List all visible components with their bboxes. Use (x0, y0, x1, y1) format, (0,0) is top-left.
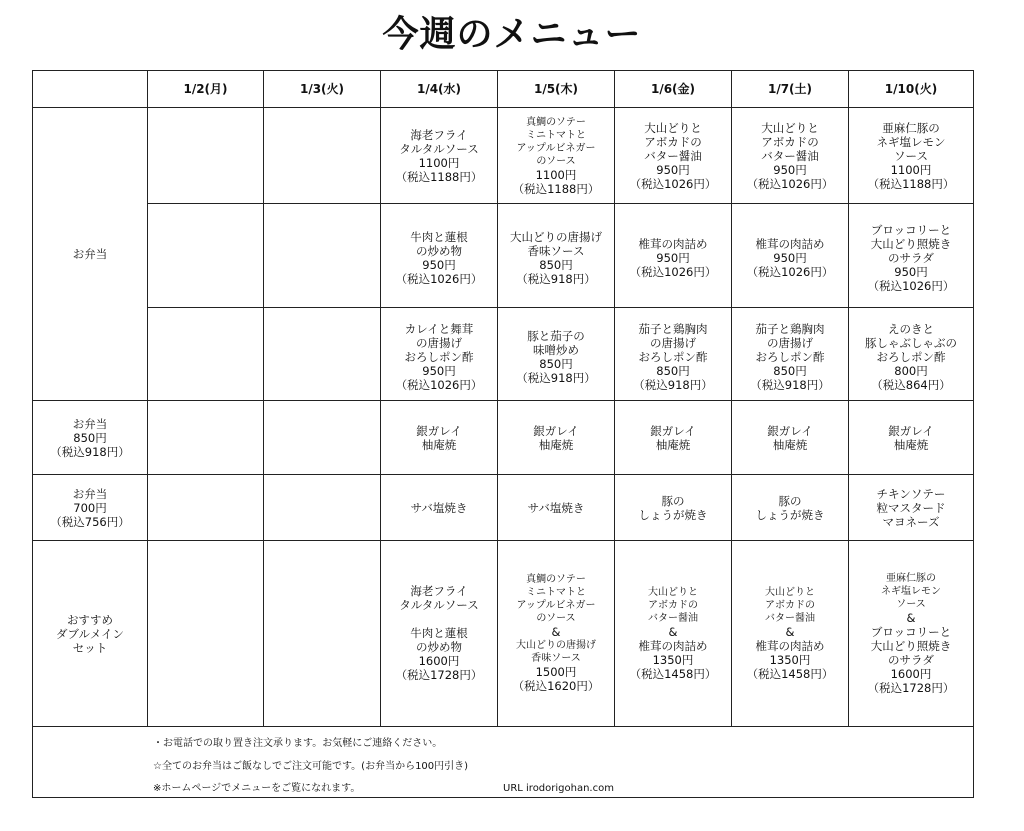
row-label-bento: お弁当 (33, 108, 148, 401)
row-label-line: セット (72, 640, 108, 655)
menu-cell-content (617, 583, 729, 685)
price-block (396, 156, 483, 184)
note-url: URL irodorigohan.com (503, 783, 614, 794)
empty-cell (148, 401, 264, 475)
menu-cell (615, 108, 732, 204)
dish-line: 大山どりと (765, 586, 815, 598)
dish-line: 椎茸の肉詰め (638, 638, 708, 653)
row-label-tax: （税込918円） (50, 444, 130, 459)
menu-cell-content (617, 118, 729, 194)
dish-line: の炒め物 (416, 640, 462, 654)
price: 1100円 (418, 155, 460, 170)
header-day: 1/2(月) (148, 71, 264, 108)
menu-cell (732, 401, 849, 475)
price-tax: （税込864円） (871, 377, 951, 392)
dish-line: おろしポン酢 (638, 349, 708, 364)
dish-line: 柚庵焼 (893, 437, 929, 452)
dish-line: バター醤油 (765, 612, 815, 624)
dish-line: 豚しゃぶしゃぶの (865, 335, 957, 350)
dish-name (865, 322, 957, 364)
menu-cell-content (500, 570, 612, 697)
price: 800円 (894, 363, 928, 378)
menu-cell (615, 204, 732, 308)
price-block (747, 163, 834, 191)
price: 950円 (422, 363, 456, 378)
menu-cell (381, 541, 498, 727)
empty-cell (148, 475, 264, 541)
price-block (747, 653, 834, 681)
price-tax: （税込918円） (516, 370, 596, 385)
dish-line: おろしポン酢 (876, 349, 946, 364)
dish-line: 海老フライ (410, 584, 468, 598)
price-block (747, 251, 834, 279)
menu-cell (615, 308, 732, 401)
dish-line: アボカドの (648, 599, 698, 611)
menu-cell-content (617, 314, 729, 395)
dish-name-top (399, 584, 478, 612)
header-day: 1/4(水) (381, 71, 498, 108)
dish-line: のサラダ (888, 652, 934, 667)
dish-line: 銀ガレイ (650, 423, 696, 438)
notes-row (33, 727, 974, 798)
dish-line: のソース (536, 613, 576, 624)
dish-name-top (881, 572, 941, 611)
menu-cell (732, 308, 849, 401)
menu-cell (615, 401, 732, 475)
price-block (750, 364, 829, 392)
menu-cell (732, 204, 849, 308)
dish-line: 柚庵焼 (538, 437, 574, 452)
ampersand: & (668, 624, 678, 639)
row-label-line: おすすめ (66, 612, 114, 627)
dish-line: 亜麻仁豚の (882, 120, 940, 135)
dish-line: 豚の (661, 493, 685, 508)
dish-line: 香味ソース (531, 653, 581, 664)
price-tax: （税込1026円） (395, 272, 483, 286)
dish-line: 茄子と鶏胸肉 (638, 321, 708, 336)
menu-cell-content (734, 118, 846, 194)
price-tax: （税込1458円） (629, 666, 717, 681)
menu-cell (498, 308, 615, 401)
header-day: 1/5(木) (498, 71, 615, 108)
header-day: 1/6(金) (615, 71, 732, 108)
dish-line: 柚庵焼 (421, 437, 457, 452)
dish-line: 牛肉と蓮根 (410, 626, 468, 640)
ampersand: & (551, 625, 561, 639)
note-rice: ☆全てのお弁当はご飯なしでご注文可能です。(お弁当から100円引き) (153, 761, 469, 772)
dish-line: しょうが焼き (755, 507, 825, 522)
price-block (630, 251, 717, 279)
menu-cell-content (500, 222, 612, 289)
price: 850円 (773, 363, 807, 378)
dish-line: 柚庵焼 (772, 437, 808, 452)
dish-line: ネギ塩レモン (881, 585, 941, 597)
price-block (516, 357, 595, 385)
dish-line: マヨネーズ (882, 514, 940, 529)
double-main-row (33, 541, 974, 727)
price: 950円 (656, 251, 690, 265)
dish-line: 亜麻仁豚の (886, 572, 936, 584)
empty-cell (264, 401, 381, 475)
dish-line: 銀ガレイ (767, 423, 813, 438)
header-day: 1/10(火) (849, 71, 974, 108)
dish-line: おろしポン酢 (755, 349, 825, 364)
empty-cell (148, 108, 264, 204)
dish-line: ソース (896, 598, 926, 610)
price: 950円 (773, 251, 807, 265)
dish-line: カレイと舞茸 (404, 321, 474, 336)
price: 850円 (656, 363, 690, 378)
dish-name (871, 223, 952, 265)
price: 950円 (656, 162, 690, 177)
dish-name (405, 322, 474, 364)
dish-line: 牛肉と蓮根 (410, 230, 468, 244)
price-block (630, 653, 717, 681)
dish-name-top (648, 586, 698, 625)
price-tax: （税込1728円） (867, 680, 955, 695)
dish-line: の唐揚げ (650, 335, 696, 350)
bento-row (33, 204, 974, 308)
price: 1350円 (652, 652, 694, 667)
price: 1100円 (535, 167, 577, 182)
price-block (396, 654, 483, 682)
dish-line: 大山どりと (761, 120, 819, 135)
dish-name-bottom (410, 626, 468, 654)
dish-line: バター醤油 (644, 148, 702, 163)
menu-cell (849, 204, 974, 308)
menu-cell (732, 475, 849, 541)
bento700-row (33, 475, 974, 541)
dish-name-top (765, 586, 815, 625)
dish-line: えのきと (888, 321, 934, 336)
price-block (516, 258, 595, 286)
dish-line: アボカドの (644, 134, 702, 149)
menu-cell (615, 541, 732, 727)
empty-cell (264, 475, 381, 541)
dish-line: ブロッコリーと (870, 223, 952, 237)
price-tax: （税込918円） (750, 377, 830, 392)
dish-line: アップルビネガー (516, 142, 596, 154)
dish-line: チキンソテー (876, 486, 946, 501)
menu-cell (498, 401, 615, 475)
dish-line: サバ塩焼き (410, 500, 468, 515)
row-label-price: 700円 (73, 500, 107, 515)
bento850-row (33, 401, 974, 475)
menu-cell (498, 475, 615, 541)
empty-cell (264, 204, 381, 308)
menu-cell-content (734, 314, 846, 395)
header-day: 1/3(火) (264, 71, 381, 108)
menu-cell-content (851, 314, 971, 395)
menu-cell (849, 541, 974, 727)
menu-cell (732, 108, 849, 204)
price-tax: （税込1026円） (629, 176, 717, 191)
price-tax: （税込1188円） (395, 169, 483, 184)
dish-line: 大山どりの唐揚げ (510, 230, 602, 244)
price: 1600円 (890, 666, 932, 681)
dish-line: 大山どり照焼き (870, 638, 952, 653)
dish-line: おろしポン酢 (404, 349, 474, 364)
price: 850円 (539, 356, 573, 371)
price: 1500円 (535, 665, 577, 679)
dish-name (510, 230, 602, 258)
notes-cell (33, 727, 974, 798)
price-tax: （税込918円） (516, 272, 596, 286)
menu-cell (615, 475, 732, 541)
price-block (868, 163, 955, 191)
row-label-name: お弁当 (72, 416, 108, 431)
dish-name (877, 121, 946, 163)
menu-cell-content (851, 569, 971, 699)
dish-name (410, 230, 468, 258)
dish-line: 大山どりと (644, 120, 702, 135)
dish-line: 豚の (778, 493, 802, 508)
price: 1100円 (890, 162, 932, 177)
dish-name-bottom (516, 639, 596, 665)
dish-line: 茄子と鶏胸肉 (755, 321, 825, 336)
price: 1350円 (769, 652, 811, 667)
price-block (871, 364, 950, 392)
price: 850円 (539, 258, 573, 272)
dish-line: 真鯛のソテー (526, 116, 586, 128)
dish-name (761, 121, 819, 163)
bento-row (33, 108, 974, 204)
dish-line: 銀ガレイ (888, 423, 934, 438)
menu-cell (381, 308, 498, 401)
menu-cell-content (734, 229, 846, 282)
header-corner (33, 71, 148, 108)
dish-line: アボカドの (765, 599, 815, 611)
price: 950円 (422, 258, 456, 272)
menu-cell (381, 108, 498, 204)
row-label-name: お弁当 (72, 486, 108, 501)
empty-cell (148, 308, 264, 401)
dish-line: 大山どりの唐揚げ (516, 640, 596, 651)
price: 950円 (773, 162, 807, 177)
price-block (630, 163, 717, 191)
menu-cell-content (851, 118, 971, 194)
row-label-bento700 (33, 475, 148, 541)
dish-line: ミニトマトと (526, 587, 586, 598)
dish-name (639, 237, 708, 251)
dish-line: 椎茸の肉詰め (755, 237, 825, 251)
empty-cell (148, 204, 264, 308)
bento-row (33, 308, 974, 401)
price-block (868, 667, 955, 695)
dish-name (399, 128, 478, 156)
dish-line: 海老フライ (410, 127, 468, 142)
dish-line: の唐揚げ (767, 335, 813, 350)
price-block (868, 265, 955, 293)
menu-cell-content (383, 581, 495, 686)
menu-cell (381, 204, 498, 308)
dish-line: 味噌炒め (533, 342, 579, 357)
dish-line: のサラダ (888, 251, 934, 265)
dish-line: ネギ塩レモン (876, 134, 946, 149)
dish-line: アップルビネガー (516, 600, 596, 611)
dish-line: 椎茸の肉詰め (638, 237, 708, 251)
menu-cell (381, 475, 498, 541)
dish-name (756, 237, 825, 251)
empty-cell (264, 108, 381, 204)
dish-line: ブロッコリーと (870, 624, 952, 639)
dish-line: ソース (894, 148, 928, 163)
dish-line: 香味ソース (527, 244, 585, 258)
dish-line: アボカドの (761, 134, 819, 149)
dish-line: バター醤油 (648, 612, 698, 624)
dish-line: 大山どりと (648, 586, 698, 598)
dish-name (517, 116, 596, 168)
row-label-double (33, 541, 148, 727)
dish-line: ミニトマトと (526, 129, 586, 141)
dish-line: 粒マスタード (876, 500, 946, 515)
price: 950円 (894, 265, 928, 279)
dish-line: 銀ガレイ (533, 423, 579, 438)
header-row (33, 71, 974, 108)
dish-line: タルタルソース (399, 598, 479, 612)
menu-cell (849, 108, 974, 204)
menu-cell-content (734, 583, 846, 685)
note-phone: ・お電話での取り置き注文承ります。お気軽にご連絡ください。 (153, 738, 443, 749)
row-label-price: 850円 (73, 430, 107, 445)
dish-line: 柚庵焼 (655, 437, 691, 452)
dish-line: タルタルソース (399, 141, 479, 156)
dish-line: の唐揚げ (416, 335, 462, 350)
menu-cell-content (383, 314, 495, 395)
menu-cell-content (383, 222, 495, 289)
menu-cell (732, 541, 849, 727)
menu-cell (498, 108, 615, 204)
note-homepage: ※ホームページでメニューをご覧になれます。 (153, 783, 361, 794)
menu-cell-content (617, 229, 729, 282)
menu-cell-content (851, 215, 971, 296)
price-block (513, 168, 600, 196)
dish-line: 真鯛のソテー (526, 574, 586, 585)
menu-cell-content (500, 113, 612, 199)
price-tax: （税込1026円） (629, 265, 717, 279)
dish-name (527, 329, 585, 357)
dish-line: 大山どり照焼き (870, 237, 952, 251)
price-tax: （税込1026円） (867, 279, 955, 293)
price-tax: （税込1026円） (395, 377, 483, 392)
row-label-line: ダブルメイン (56, 626, 124, 641)
price-tax: （税込1728円） (395, 668, 483, 682)
price-block (396, 364, 483, 392)
menu-cell (849, 475, 974, 541)
dish-line: しょうが焼き (638, 507, 708, 522)
dish-line: サバ塩焼き (527, 500, 585, 515)
dish-line: の炒め物 (416, 244, 462, 258)
price-tax: （税込1620円） (512, 679, 600, 693)
dish-name-bottom (871, 625, 952, 667)
menu-cell (849, 308, 974, 401)
dish-name-bottom (639, 639, 708, 653)
dish-name-bottom (756, 639, 825, 653)
empty-cell (148, 541, 264, 727)
price-tax: （税込1026円） (746, 265, 834, 279)
price-tax: （税込918円） (633, 377, 713, 392)
dish-line: バター醤油 (761, 148, 819, 163)
menu-cell-content (500, 321, 612, 388)
weekly-menu-table (32, 70, 974, 798)
dish-name (639, 322, 708, 364)
page-title: 今週のメニュー (382, 14, 642, 55)
header-day: 1/7(土) (732, 71, 849, 108)
price-block (513, 665, 600, 693)
dish-line: 銀ガレイ (416, 423, 462, 438)
menu-cell (849, 401, 974, 475)
menu-cell (498, 204, 615, 308)
menu-cell (498, 541, 615, 727)
ampersand: & (906, 610, 916, 625)
menu-cell-content (383, 125, 495, 187)
price-tax: （税込1188円） (867, 176, 955, 191)
price: 1600円 (418, 654, 460, 668)
price-tax: （税込1188円） (512, 181, 600, 196)
empty-cell (264, 308, 381, 401)
dish-line: 豚と茄子の (527, 328, 585, 343)
price-block (633, 364, 712, 392)
price-tax: （税込1026円） (746, 176, 834, 191)
ampersand: & (785, 624, 795, 639)
dish-line: 椎茸の肉詰め (755, 638, 825, 653)
empty-cell (264, 541, 381, 727)
dish-name (644, 121, 702, 163)
row-label-bento850 (33, 401, 148, 475)
price-tax: （税込1458円） (746, 666, 834, 681)
dish-line: のソース (536, 155, 576, 167)
menu-cell (381, 401, 498, 475)
dish-name (756, 322, 825, 364)
dish-name-top (517, 573, 596, 625)
price-block (396, 258, 483, 286)
row-label-tax: （税込756円） (50, 514, 130, 529)
